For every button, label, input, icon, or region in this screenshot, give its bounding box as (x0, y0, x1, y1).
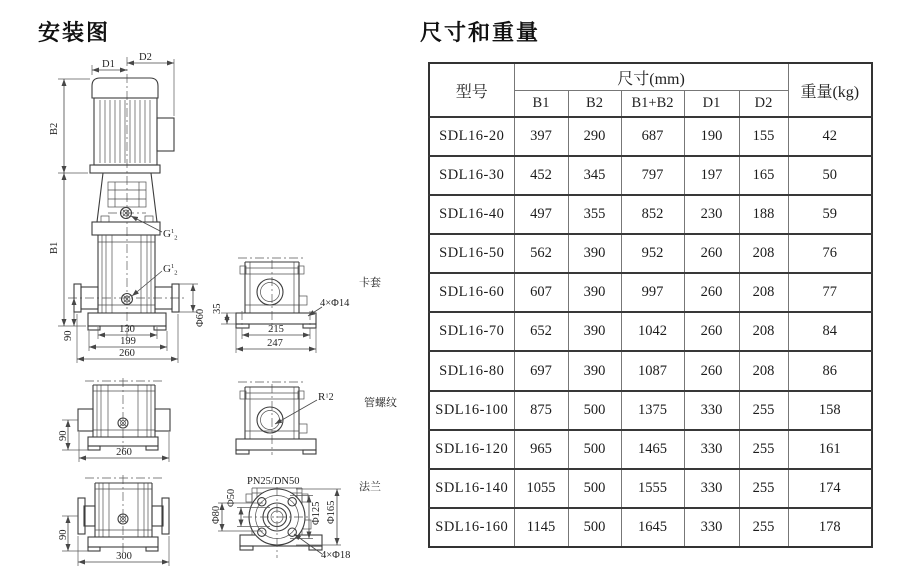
cell-value: 965 (514, 430, 568, 469)
cell-value: 562 (514, 234, 568, 273)
g-base: G (163, 228, 171, 240)
cell-value: 1645 (621, 508, 684, 547)
dim-90-mid-label: 90 (58, 430, 69, 441)
g-sup: 1 (170, 263, 175, 270)
cell-value: 208 (739, 351, 788, 390)
dim-phi80-label: Φ80 (211, 505, 222, 524)
dim-d2-label: D2 (139, 52, 152, 63)
cell-value: 42 (788, 117, 872, 156)
pump-base-view-300 (58, 475, 169, 566)
dim-phi165-label: Φ165 (326, 500, 337, 524)
table-row (429, 156, 872, 195)
cell-value: 607 (514, 273, 568, 312)
flange-label: 法兰 (359, 481, 381, 493)
cell-value: 255 (739, 430, 788, 469)
dim-90-bottom-label: 90 (58, 529, 69, 540)
table-row (429, 195, 872, 234)
dim-247-label: 247 (267, 338, 283, 349)
table-row (429, 312, 872, 351)
cell-value: 330 (684, 430, 739, 469)
dimensions-weight-title: 尺寸和重量 (420, 20, 541, 45)
pipe-thread-connection-view (236, 382, 397, 455)
cell-value: 500 (568, 391, 621, 430)
terminal-box (157, 118, 174, 151)
cell-value: 188 (739, 195, 788, 234)
cell-value: 155 (739, 117, 788, 156)
cell-value: 190 (684, 117, 739, 156)
cell-value: 1465 (621, 430, 684, 469)
dim-35-label: 35 (212, 303, 223, 314)
cell-value: 390 (568, 234, 621, 273)
cell-value: 161 (788, 430, 872, 469)
col-header-model: 型号 (429, 63, 514, 117)
cell-value: 355 (568, 195, 621, 234)
cell-model: SDL16-100 (429, 391, 514, 430)
r-sub: 2 (328, 392, 334, 403)
cell-value: 290 (568, 117, 621, 156)
col-header-b1: B1 (514, 91, 568, 118)
ferrule-connection-view (212, 258, 381, 353)
dim-300-label: 300 (116, 551, 132, 562)
cell-value: 1555 (621, 469, 684, 508)
cell-value: 1042 (621, 312, 684, 351)
table-row (429, 117, 872, 156)
cell-value: 500 (568, 430, 621, 469)
cell-value: 1145 (514, 508, 568, 547)
cell-value: 390 (568, 273, 621, 312)
cell-value: 255 (739, 508, 788, 547)
cell-value: 76 (788, 234, 872, 273)
dim-d1-label: D1 (102, 59, 115, 70)
cell-value: 260 (684, 273, 739, 312)
cell-value: 390 (568, 351, 621, 390)
cell-value: 208 (739, 273, 788, 312)
col-header-d1: D1 (684, 91, 739, 118)
flange-spec-label: PN25/DN50 (247, 476, 300, 487)
dimensions-weight-table (428, 62, 873, 548)
dim-260-label: 260 (119, 348, 135, 359)
cell-model: SDL16-80 (429, 351, 514, 390)
cell-model: SDL16-30 (429, 156, 514, 195)
cell-value: 330 (684, 508, 739, 547)
cell-value: 697 (514, 351, 568, 390)
flange-connection-view (211, 476, 381, 561)
cell-value: 952 (621, 234, 684, 273)
g-sub: 2 (174, 269, 178, 277)
col-header-dims-mm: 尺寸(mm) (514, 63, 788, 91)
ferrule-label: 卡套 (359, 277, 381, 289)
table-row (429, 508, 872, 547)
cell-value: 165 (739, 156, 788, 195)
cell-model: SDL16-70 (429, 312, 514, 351)
cell-value: 260 (684, 312, 739, 351)
dim-b1-label: B1 (49, 241, 60, 254)
cell-value: 452 (514, 156, 568, 195)
cell-value: 208 (739, 312, 788, 351)
pipe-thread-label: 管螺纹 (364, 397, 397, 409)
dim-phi125-label: Φ125 (311, 501, 322, 525)
col-header-b1b2: B1+B2 (621, 91, 684, 118)
cell-value: 260 (684, 234, 739, 273)
cell-value: 86 (788, 351, 872, 390)
cell-model: SDL16-40 (429, 195, 514, 234)
table-row (429, 430, 872, 469)
dim-90-main-label: 90 (63, 330, 74, 341)
cell-value: 158 (788, 391, 872, 430)
cell-value: 497 (514, 195, 568, 234)
table-row (429, 234, 872, 273)
r-sup: 1 (325, 392, 329, 400)
cell-value: 500 (568, 508, 621, 547)
installation-diagram (0, 0, 420, 576)
g-sup: 1 (170, 228, 175, 235)
cell-value: 208 (739, 234, 788, 273)
cell-value: 852 (621, 195, 684, 234)
cell-value: 1375 (621, 391, 684, 430)
cell-value: 330 (684, 391, 739, 430)
cell-value: 84 (788, 312, 872, 351)
dim-130-label: 130 (119, 324, 135, 335)
g-base: G (163, 263, 171, 275)
cell-value: 345 (568, 156, 621, 195)
cell-value: 260 (684, 351, 739, 390)
cell-value: 255 (739, 469, 788, 508)
holes-phi18-label: 4×Φ18 (321, 550, 351, 561)
table-row (429, 469, 872, 508)
cell-value: 390 (568, 312, 621, 351)
cell-value: 1055 (514, 469, 568, 508)
col-header-b2: B2 (568, 91, 621, 118)
g-sub: 2 (174, 234, 178, 242)
cell-value: 875 (514, 391, 568, 430)
cell-value: 59 (788, 195, 872, 234)
table-row (429, 351, 872, 390)
cell-value: 330 (684, 469, 739, 508)
dim-260-mid-label: 260 (116, 447, 132, 458)
dim-199-label: 199 (120, 336, 136, 347)
table-row (429, 273, 872, 312)
cell-model: SDL16-20 (429, 117, 514, 156)
thread-g-top-label (163, 228, 177, 242)
r-base: R (318, 391, 326, 403)
dim-215-label: 215 (268, 324, 284, 335)
cell-value: 230 (684, 195, 739, 234)
installation-diagram-title: 安装图 (38, 20, 111, 45)
cell-value: 178 (788, 508, 872, 547)
cell-model: SDL16-140 (429, 469, 514, 508)
holes-phi14-label: 4×Φ14 (320, 298, 350, 309)
cell-value: 1087 (621, 351, 684, 390)
cell-value: 797 (621, 156, 684, 195)
cell-value: 997 (621, 273, 684, 312)
dim-b2-label: B2 (49, 122, 60, 135)
cell-value: 652 (514, 312, 568, 351)
cell-value: 197 (684, 156, 739, 195)
cell-model: SDL16-160 (429, 508, 514, 547)
cell-value: 397 (514, 117, 568, 156)
cell-value: 500 (568, 469, 621, 508)
cell-value: 174 (788, 469, 872, 508)
table-body (429, 117, 872, 547)
main-pump-view (49, 52, 206, 363)
cell-value: 50 (788, 156, 872, 195)
table-row (429, 391, 872, 430)
dimensions-table-wrap (428, 62, 873, 548)
dim-phi50-label: Φ50 (226, 488, 237, 507)
thread-r-label (318, 391, 334, 403)
cell-model: SDL16-50 (429, 234, 514, 273)
cell-value: 255 (739, 391, 788, 430)
cell-value: 687 (621, 117, 684, 156)
cell-model: SDL16-120 (429, 430, 514, 469)
col-header-d2: D2 (739, 91, 788, 118)
thread-g-mid-label (163, 263, 177, 277)
cell-model: SDL16-60 (429, 273, 514, 312)
pump-base-view-260 (58, 378, 170, 462)
col-header-weight: 重量(kg) (788, 63, 872, 117)
dim-phi60-label: Φ60 (195, 308, 206, 327)
cell-value: 77 (788, 273, 872, 312)
